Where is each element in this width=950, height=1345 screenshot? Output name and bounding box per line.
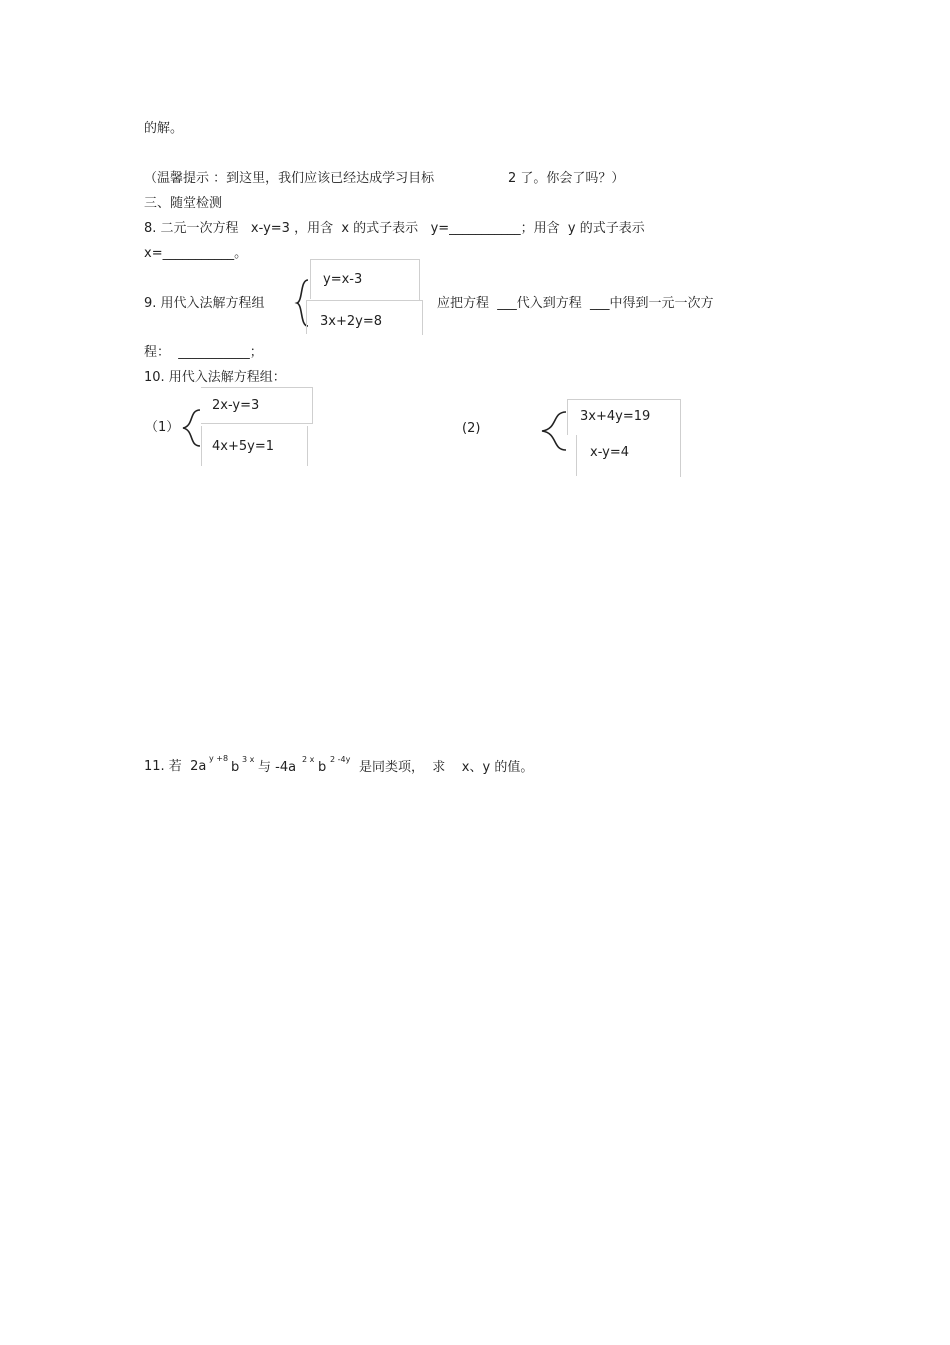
section-heading: 三、随堂检测	[144, 196, 223, 211]
q9-equation-1: y=x-3	[323, 272, 363, 287]
brace-icon	[180, 408, 202, 448]
exponent-2: 3 x	[242, 755, 255, 764]
question-10: 10. 用代入法解方程组：	[144, 370, 286, 385]
question-8: 8. 二元一次方程 x-y=3 ，用含 x 的式子表示 y=___________；用含 y 的式子表示	[144, 221, 645, 236]
line-solution-tail: 的解。	[144, 121, 184, 136]
q11-base-b1: b	[231, 760, 240, 775]
q10-part1-label: （1）	[145, 420, 180, 435]
hint-text: （温馨提示 ：到这里，我们应该已经达成学习目标	[144, 171, 435, 186]
q11-mid: 与 -4a	[258, 760, 297, 775]
question-8-cont: x=___________。	[144, 246, 248, 261]
q10-part2-label: (2)	[462, 421, 481, 436]
question-11-lead: 11. 若 2a	[144, 759, 207, 774]
exponent-3: 2 x	[302, 755, 315, 764]
q10-p1-equation-2: 4x+5y=1	[212, 439, 274, 454]
exponent-4: 2 -4y	[330, 755, 351, 764]
q11-base-b2: b	[318, 760, 327, 775]
q10-p2-equation-1: 3x+4y=19	[580, 409, 651, 424]
hint-text-end: 2 了。你会了吗？）	[508, 171, 625, 186]
question-9-text: 应把方程 ___代入到方程 ___中得到一元一次方	[437, 296, 714, 311]
question-9-lead: 9. 用代入法解方程组	[144, 296, 265, 311]
question-9-cont: 程： ___________；	[144, 345, 263, 360]
q9-equation-2: 3x+2y=8	[320, 314, 382, 329]
brace-icon	[540, 410, 568, 452]
q10-p1-equation-1: 2x-y=3	[212, 398, 260, 413]
q10-p2-equation-2: x-y=4	[590, 445, 630, 460]
question-11-tail: 是同类项， 求 x、y 的值。	[359, 760, 534, 775]
exponent-1: y +8	[209, 754, 229, 763]
